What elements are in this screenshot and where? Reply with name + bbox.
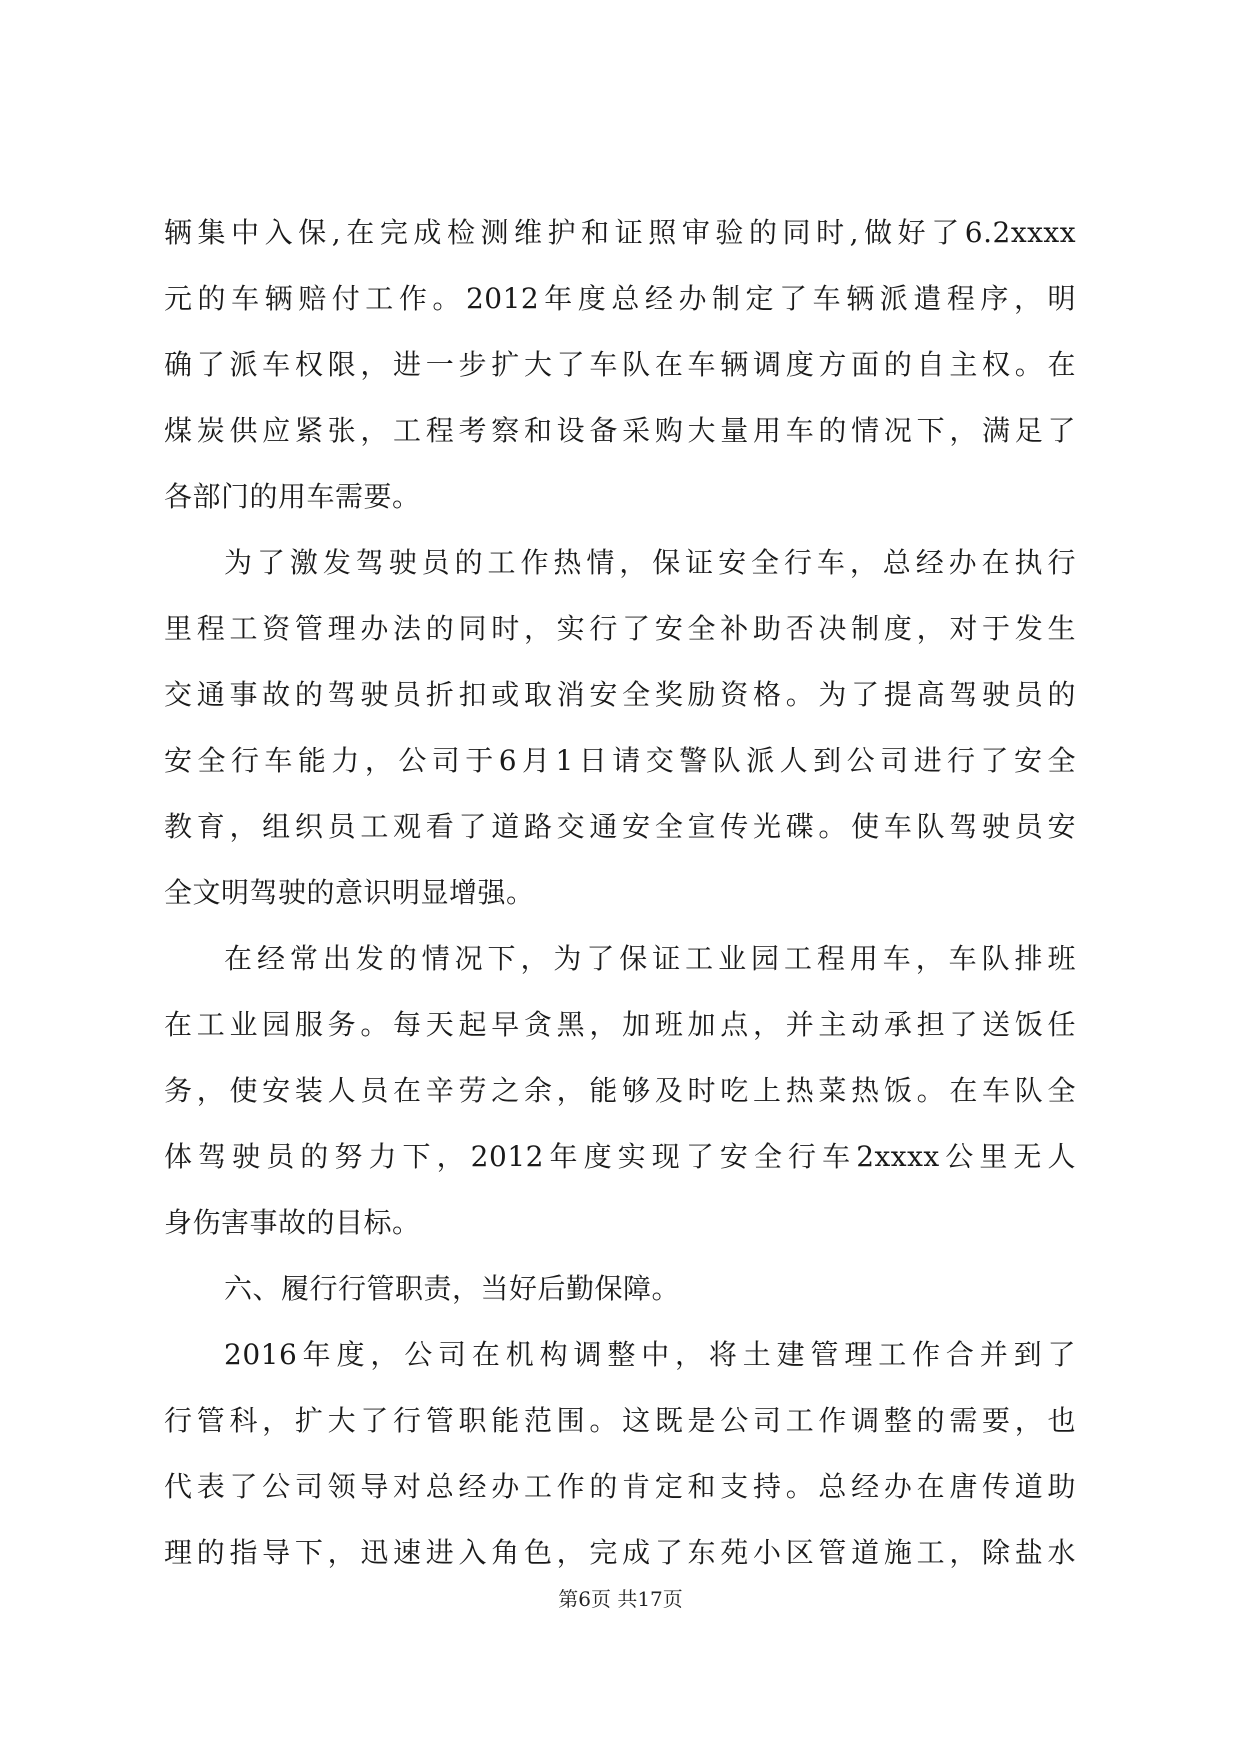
- text-line: 身伤害事故的目标。: [164, 1206, 421, 1239]
- text-line: 代表了公司领导对总经办工作的肯定和支持。总经办在唐传道助: [164, 1470, 1076, 1503]
- page-footer: [0, 1586, 1241, 1612]
- text-line: 元的车辆赔付工作。2012年度总经办制定了车辆派遣程序，明: [164, 282, 1076, 315]
- text-line: 行管科，扩大了行管职能范围。这既是公司工作调整的需要，也: [164, 1404, 1076, 1437]
- page-number-label: 第6页 共17页: [558, 1587, 683, 1611]
- text-line: 教育，组织员工观看了道路交通安全宣传光碟。使车队驾驶员安: [164, 810, 1076, 843]
- text-line: 理的指导下，迅速进入角色，完成了东苑小区管道施工，除盐水: [164, 1536, 1076, 1569]
- text-line: 全文明驾驶的意识明显增强。: [164, 876, 535, 909]
- text-line: 在经常出发的情况下，为了保证工业园工程用车，车队排班: [224, 942, 1076, 975]
- text-line: 安全行车能力，公司于6月1日请交警队派人到公司进行了安全: [164, 744, 1076, 777]
- text-line: 在工业园服务。每天起早贪黑，加班加点，并主动承担了送饭任: [164, 1008, 1076, 1041]
- text-line: 煤炭供应紧张，工程考察和设备采购大量用车的情况下，满足了: [164, 414, 1076, 447]
- text-line: 辆集中入保,在完成检测维护和证照审验的同时,做好了6.2xxxx: [164, 216, 1076, 249]
- text-line: 体驾驶员的努力下，2012年度实现了安全行车2xxxx公里无人: [164, 1140, 1076, 1173]
- section-heading: 六、履行行管职责，当好后勤保障。: [224, 1272, 681, 1305]
- text-line: 确了派车权限，进一步扩大了车队在车辆调度方面的自主权。在: [164, 348, 1076, 381]
- text-line: 里程工资管理办法的同时，实行了安全补助否决制度，对于发生: [164, 612, 1076, 645]
- text-line: 交通事故的驾驶员折扣或取消安全奖励资格。为了提高驾驶员的: [164, 678, 1076, 711]
- text-line: 务，使安装人员在辛劳之余，能够及时吃上热菜热饭。在车队全: [164, 1074, 1076, 1107]
- text-line: 2016年度，公司在机构调整中，将土建管理工作合并到了: [224, 1338, 1076, 1371]
- document-body: [164, 200, 1076, 1586]
- text-line: 各部门的用车需要。: [164, 480, 421, 513]
- text-line: 为了激发驾驶员的工作热情，保证安全行车，总经办在执行: [224, 546, 1076, 579]
